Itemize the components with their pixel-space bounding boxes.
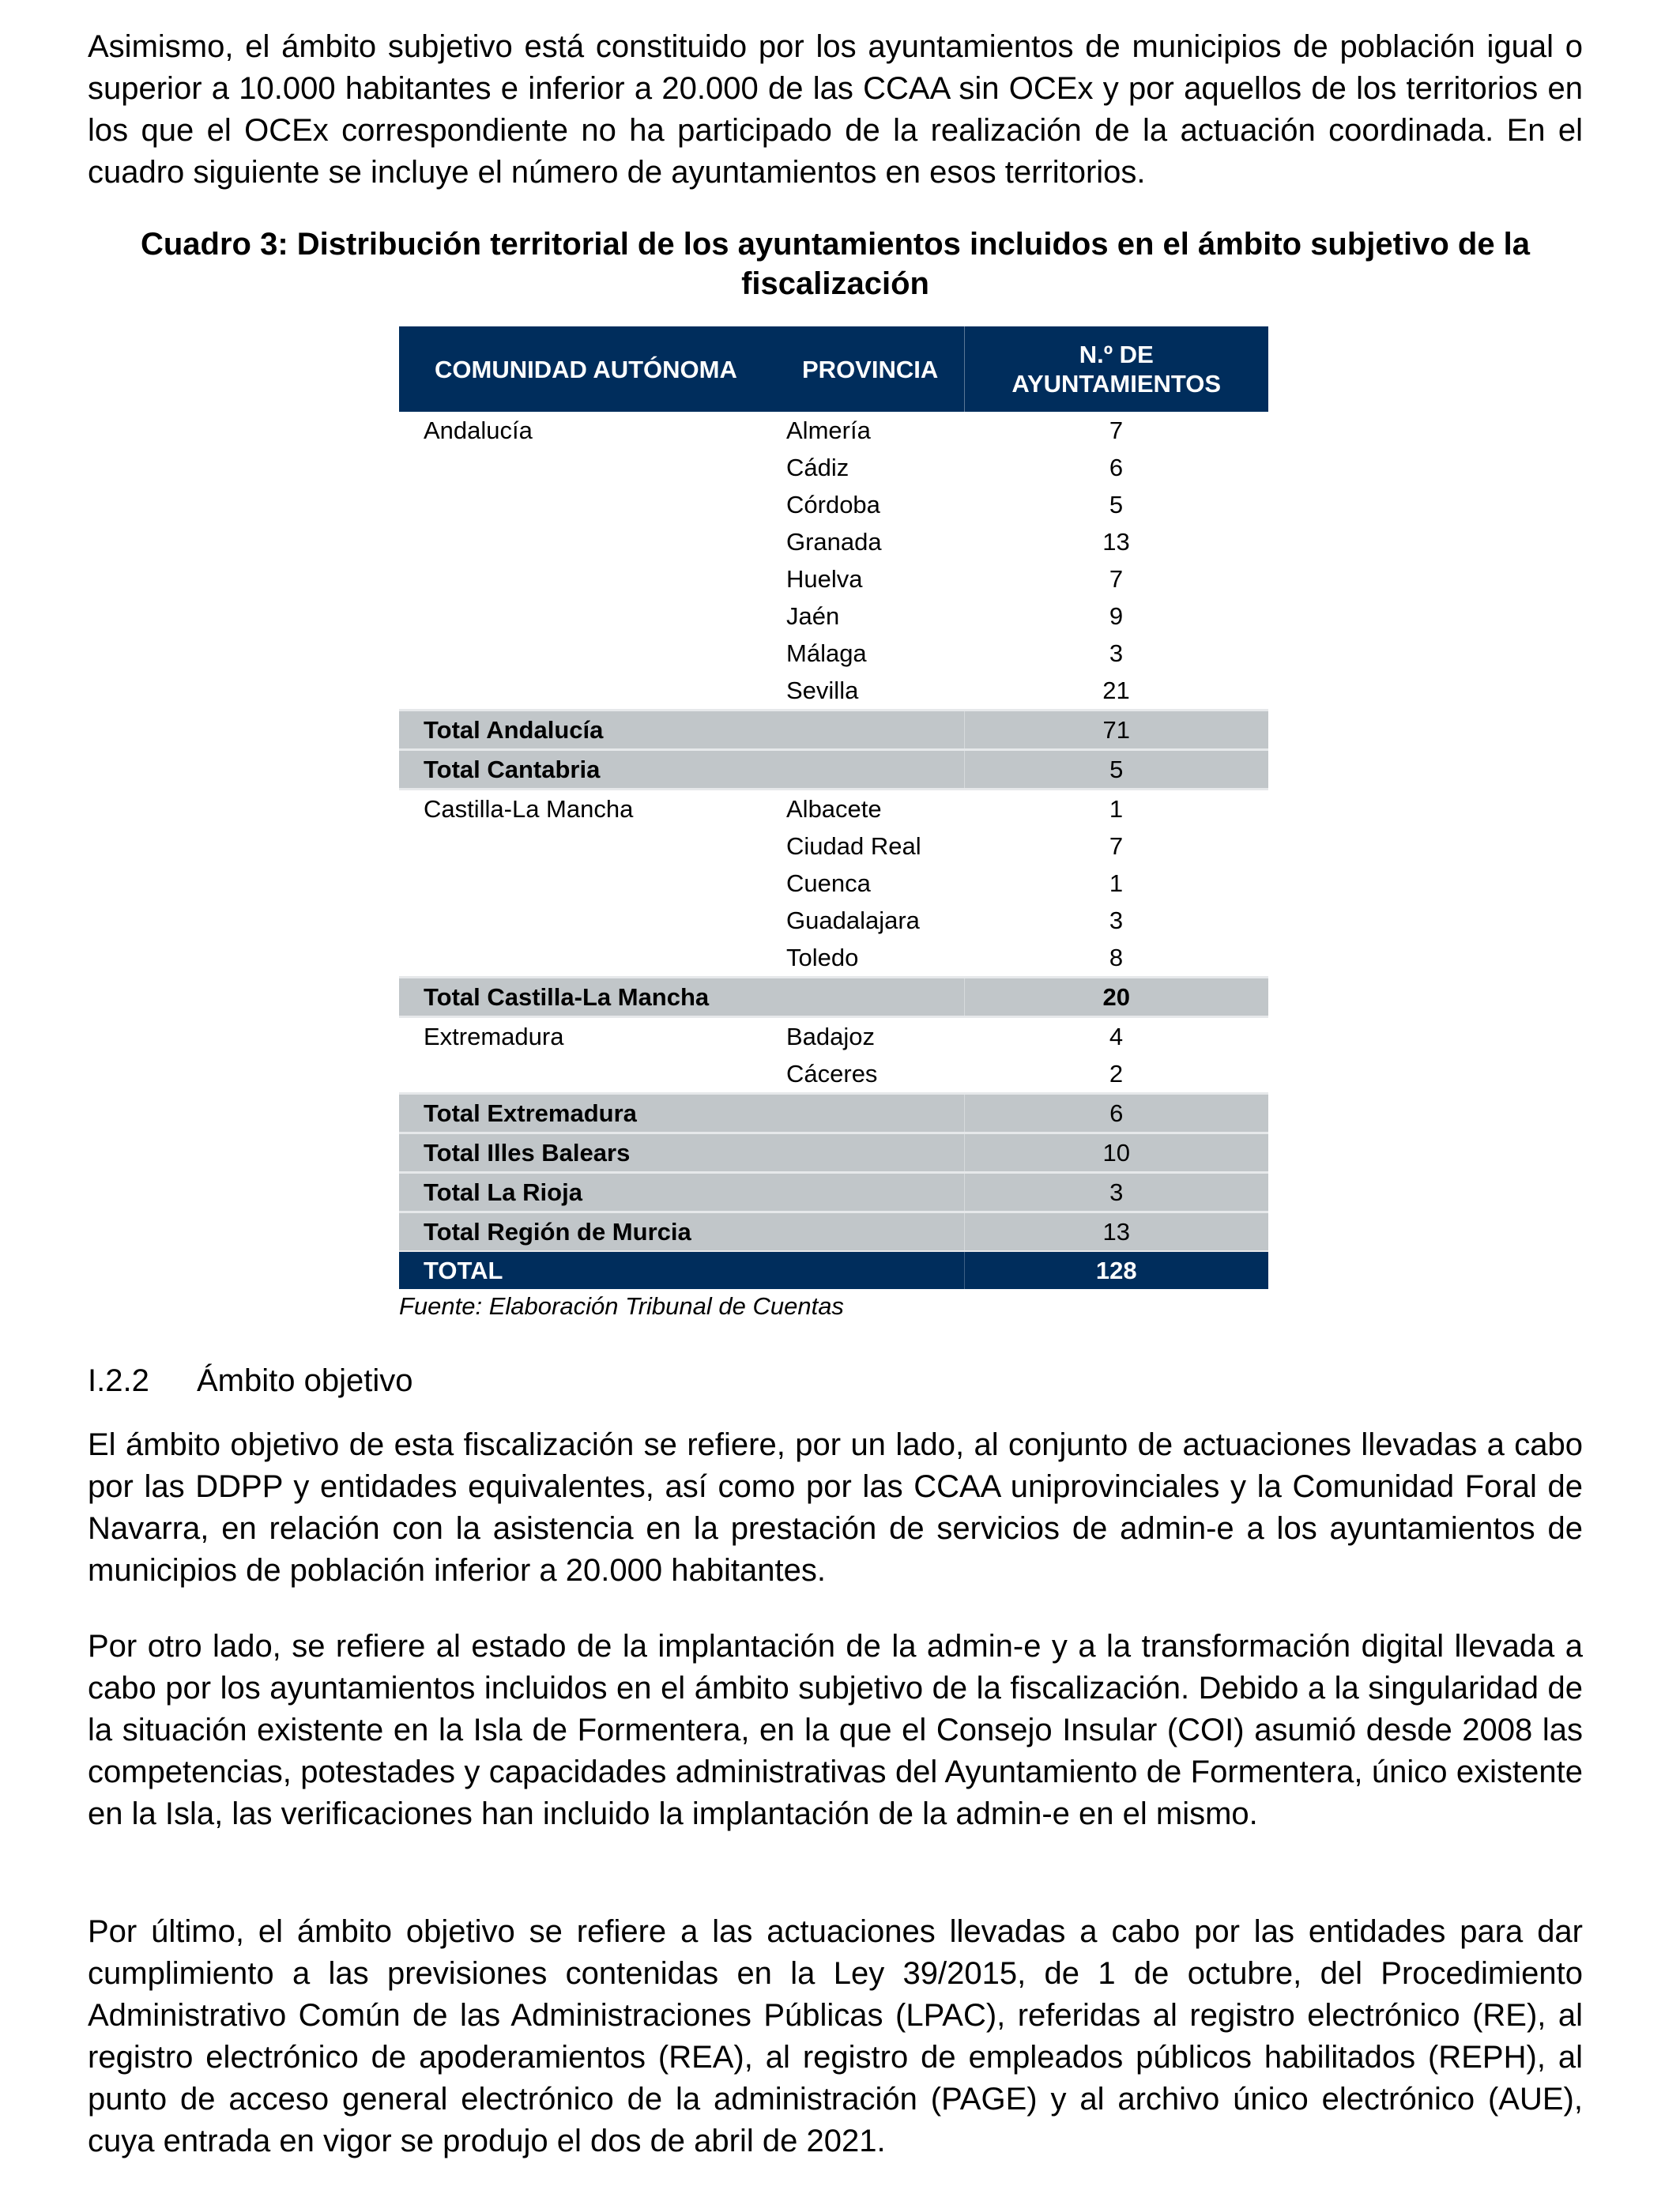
table-row: [399, 598, 1268, 635]
column-header-ayuntamientos: N.º DE AYUNTAMIENTOS: [964, 326, 1268, 412]
body-paragraph: Por último, el ámbito objetivo se refiere a las actuaciones llevadas a cabo por las entidades para dar cumplimiento a las previsiones contenidas en la Ley 39/2015, de 1 de octubre, del Procedimiento Administrativo Común de las Administraciones Públicas (LPAC), referidas al registro electrónico (RE), al registro electrónico de apoderamientos (REA), al registro de empleados públicos habilitados (REPH), al punto de acceso general electrónico de la administración (PAGE) y al archivo único electrónico (AUE), cuya entrada en vigor se produjo el dos de abril de 2021.: [88, 1914, 1583, 2158]
body-paragraph: Por otro lado, se refiere al estado de la implantación de la admin-e y a la transformación digital llevada a cabo por los ayuntamientos incluidos en el ámbito subjetivo de la fiscalización. Debido a la singularidad de la situación existente en la Isla de Formentera, en la que el Consejo Insular (COI) asumió desde 2008 las competencias, potestades y capacidades administrativas del Ayuntamiento de Formentera, único existente en la Isla, las verificaciones han incluido la implantación de la admin-e en el mismo.: [88, 1629, 1583, 1831]
cell-count: 1: [1109, 869, 1124, 897]
cell-provincia: [786, 1251, 964, 1289]
cell-provincia: Málaga: [786, 639, 867, 667]
cell-count: 6: [1109, 454, 1124, 481]
cell-count: 1: [964, 790, 1268, 828]
cell-comunidad: Total Castilla-La Mancha: [399, 978, 786, 1017]
cell-count: 3: [964, 1173, 1268, 1212]
cell-comunidad: Total Región de Murcia: [399, 1212, 786, 1252]
cell-count: 7: [1109, 832, 1124, 860]
cell-count: 20: [964, 978, 1268, 1017]
cell-provincia: Badajoz: [786, 1017, 964, 1056]
cell-comunidad: [399, 449, 786, 486]
cell-comunidad: [399, 902, 786, 939]
cell-comunidad: Extremadura: [399, 1017, 786, 1056]
cell-count: 7: [1109, 417, 1124, 444]
cell-provincia: Huelva: [786, 565, 863, 593]
table-row: [399, 790, 1268, 828]
cell-provincia: Sevilla: [786, 677, 859, 704]
cell-comunidad: Total Andalucía: [399, 711, 786, 750]
cell-count: 6: [964, 1094, 1268, 1133]
cell-comunidad: [399, 1055, 786, 1094]
section-heading: [88, 1363, 412, 1399]
cell-provincia: Jaén: [786, 602, 840, 630]
table-row: [399, 865, 1268, 902]
cell-count: 21: [1102, 677, 1130, 704]
cell-comunidad: Total La Rioja: [399, 1173, 786, 1212]
cell-comunidad: [399, 635, 786, 672]
cell-comunidad: [399, 672, 786, 711]
cell-provincia: Guadalajara: [786, 907, 920, 934]
cell-comunidad: [399, 486, 786, 523]
grand-total-row: [399, 1251, 1268, 1289]
cell-count: 9: [1109, 602, 1124, 630]
cell-comunidad: Total Illes Balears: [399, 1133, 786, 1173]
cell-provincia: [786, 750, 964, 790]
subtotal-row: [399, 1133, 1268, 1173]
table-source-note: Fuente: Elaboración Tribunal de Cuentas: [399, 1292, 844, 1320]
intro-paragraph: Asimismo, el ámbito subjetivo está constituido por los ayuntamientos de municipios de población igual o superior a 10.000 habitantes e inferior a 20.000 de las CCAA sin OCEx y por aquellos de los territorios en los que el OCEx correspondiente no ha participado de la realización de la actuación coordinada. En el cuadro siguiente se incluye el número de ayuntamientos en esos territorios.: [88, 29, 1583, 190]
subtotal-row: [399, 1173, 1268, 1212]
body-paragraph: El ámbito objetivo de esta fiscalización se refiere, por un lado, al conjunto de actuaciones llevadas a cabo por las DDPP y entidades equivalentes, así como por las CCAA uniprovinciales y la Comunidad Foral de Navarra, en relación con la asistencia en la prestación de servicios de admin-e a los ayuntamientos de municipios de población inferior a 20.000 habitantes.: [88, 1427, 1583, 1588]
cell-comunidad: [399, 865, 786, 902]
table-header-row: [399, 326, 1268, 412]
cell-count: 71: [964, 711, 1268, 750]
cell-count: 10: [964, 1133, 1268, 1173]
cell-count: 2: [1109, 1060, 1124, 1088]
table-row: [399, 560, 1268, 598]
cell-count: 3: [1109, 639, 1124, 667]
cell-provincia: Córdoba: [786, 491, 880, 518]
cell-comunidad: [399, 523, 786, 560]
cell-provincia: [786, 1094, 964, 1133]
column-header-provincia: PROVINCIA: [786, 326, 964, 412]
subtotal-row: [399, 750, 1268, 790]
table-row: [399, 412, 1268, 449]
table-row: [399, 635, 1268, 672]
cell-count: 5: [964, 750, 1268, 790]
cell-provincia: Cuenca: [786, 869, 871, 897]
table-row: [399, 1017, 1268, 1056]
subtotal-row: [399, 1212, 1268, 1252]
cell-provincia: Cáceres: [786, 1060, 878, 1088]
cell-count: 4: [964, 1017, 1268, 1056]
section-title: Ámbito objetivo: [197, 1363, 413, 1398]
table-row: [399, 523, 1268, 560]
cell-comunidad: Total Cantabria: [399, 750, 786, 790]
subtotal-row: [399, 978, 1268, 1017]
cell-comunidad: [399, 598, 786, 635]
cell-comunidad: Total Extremadura: [399, 1094, 786, 1133]
cell-comunidad: Andalucía: [424, 417, 533, 444]
cell-count: 128: [964, 1251, 1268, 1289]
cell-provincia: Granada: [786, 528, 882, 556]
cell-provincia: [786, 1212, 964, 1252]
cell-provincia: [786, 978, 964, 1017]
cell-count: 7: [1109, 565, 1124, 593]
cell-provincia: Albacete: [786, 790, 964, 828]
cell-comunidad: TOTAL: [399, 1251, 786, 1289]
cell-comunidad: [399, 939, 786, 978]
table-row: [399, 902, 1268, 939]
cell-count: 3: [1109, 907, 1124, 934]
cell-provincia: Cádiz: [786, 454, 849, 481]
cell-provincia: [786, 711, 964, 750]
cell-comunidad: [399, 827, 786, 865]
table-row: [399, 827, 1268, 865]
cell-comunidad: [399, 560, 786, 598]
cell-count: 13: [1102, 528, 1130, 556]
cell-comunidad: Castilla-La Mancha: [399, 790, 786, 828]
cell-count: 5: [1109, 491, 1124, 518]
table-row: [399, 486, 1268, 523]
section-number: I.2.2: [88, 1363, 149, 1398]
cell-provincia: [786, 1173, 964, 1212]
column-header-comunidad: COMUNIDAD AUTÓNOMA: [399, 326, 786, 412]
cell-provincia: Almería: [786, 417, 871, 444]
cell-count: 13: [964, 1212, 1268, 1252]
table-row: [399, 1055, 1268, 1094]
table-row: [399, 939, 1268, 978]
table-row: [399, 672, 1268, 711]
cell-provincia: [786, 1133, 964, 1173]
distribution-table: [399, 326, 1268, 1289]
cell-provincia: Toledo: [786, 944, 859, 971]
cell-count: 8: [1109, 944, 1124, 971]
cell-provincia: Ciudad Real: [786, 832, 921, 860]
subtotal-row: [399, 1094, 1268, 1133]
table-caption: Cuadro 3: Distribución territorial de los ayuntamientos incluidos en el ámbito subjetivo de la fiscalización: [140, 227, 1531, 301]
subtotal-row: [399, 711, 1268, 750]
table-row: [399, 449, 1268, 486]
